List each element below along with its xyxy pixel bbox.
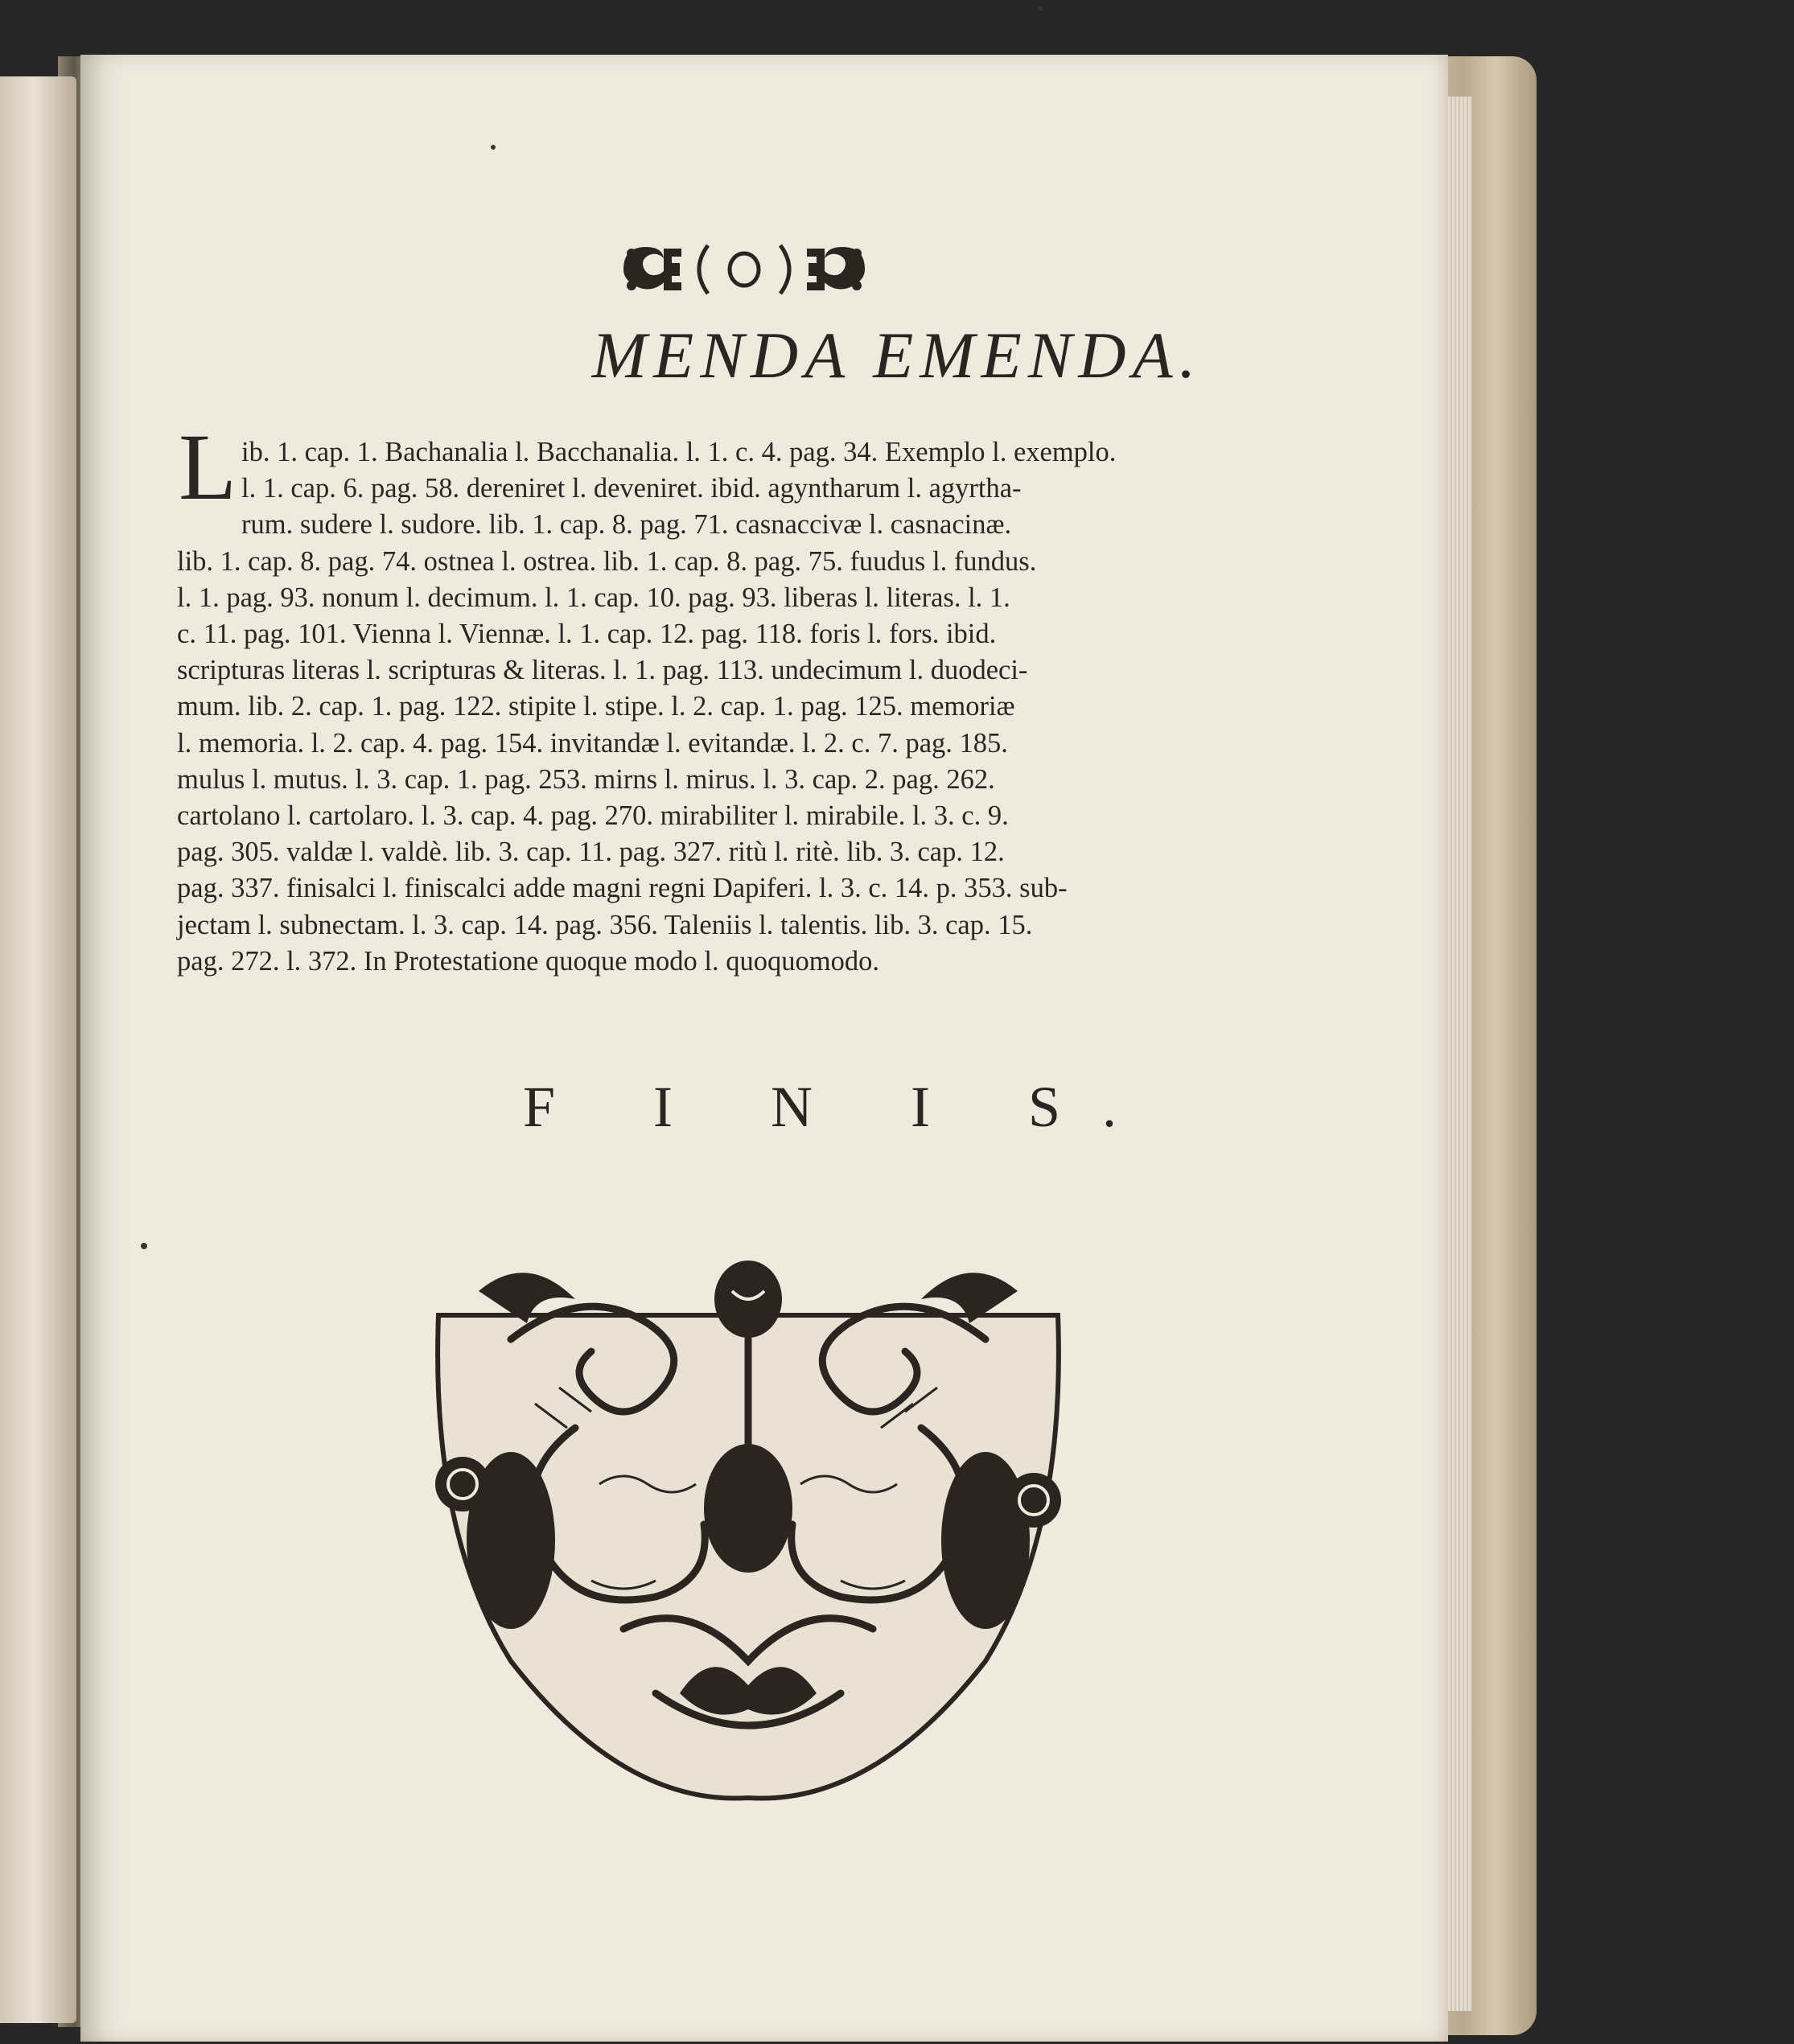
page-title: MENDA EMENDA. bbox=[591, 319, 1203, 392]
errata-line: ib. 1. cap. 1. Bachanalia l. Bacchanalia. l. 1. c. 4. pag. 34. Exemplo l. exemplo. bbox=[241, 437, 1117, 467]
woodcut-tailpiece bbox=[414, 1243, 1082, 1806]
finis-heading: F I N I S. bbox=[522, 1075, 1159, 1139]
errata-line: cartolano l. cartolaro. l. 3. cap. 4. pag. 270. mirabiliter l. mirabile. l. 3. c. 9. bbox=[177, 800, 1009, 832]
ink-spot bbox=[1038, 6, 1043, 11]
errata-line: lib. 1. cap. 8. pag. 74. ostnea l. ostrea. lib. 1. cap. 8. pag. 75. fuudus l. fundus. bbox=[177, 545, 1037, 577]
errata-text bbox=[177, 434, 1360, 980]
drop-cap: L bbox=[179, 414, 237, 520]
errata-line: l. 1. cap. 6. pag. 58. dereniret l. deveniret. ibid. agyntharum l. agyrtha- bbox=[241, 473, 1022, 504]
errata-line: mum. lib. 2. cap. 1. pag. 122. stipite l. stipe. l. 2. cap. 1. pag. 125. memoriæ bbox=[177, 691, 1015, 722]
errata-line: pag. 305. valdæ l. valdè. lib. 3. cap. 11. pag. 327. ritù l. ritè. lib. 3. cap. 12. bbox=[177, 837, 1005, 868]
errata-line: scripturas literas l. scripturas & literas. l. 1. pag. 113. undecimum l. duodeci- bbox=[177, 655, 1028, 686]
errata-line: pag. 272. l. 372. In Protestatione quoque modo l. quoquomodo. bbox=[177, 945, 879, 977]
ink-spot bbox=[141, 1243, 147, 1249]
errata-line: mulus l. mutus. l. 3. cap. 1. pag. 253. mirns l. mirus. l. 3. cap. 2. pag. 262. bbox=[177, 763, 995, 795]
errata-line: l. 1. pag. 93. nonum l. decimum. l. 1. cap. 10. pag. 93. liberas l. literas. l. 1. bbox=[177, 582, 1010, 613]
errata-line: rum. sudere l. sudore. lib. 1. cap. 8. pag. 71. casnaccivæ l. casnacinæ. bbox=[241, 509, 1012, 541]
errata-line: c. 11. pag. 101. Vienna l. Viennæ. l. 1. cap. 12. pag. 118. foris l. fors. ibid. bbox=[177, 619, 997, 650]
ink-spot bbox=[491, 145, 496, 150]
errata-line: pag. 337. finisalci l. finiscalci adde magni regni Dapiferi. l. 3. c. 14. p. 353. sub- bbox=[177, 873, 1068, 904]
errata-line: l. memoria. l. 2. cap. 4. pag. 154. invitandæ l. evitandæ. l. 2. c. 7. pag. 185. bbox=[177, 727, 1008, 759]
errata-line: jectam l. subnectam. l. 3. cap. 14. pag. 356. Taleniis l. talentis. lib. 3. cap. 15. bbox=[177, 909, 1033, 940]
fleuron-headpiece bbox=[607, 237, 881, 302]
